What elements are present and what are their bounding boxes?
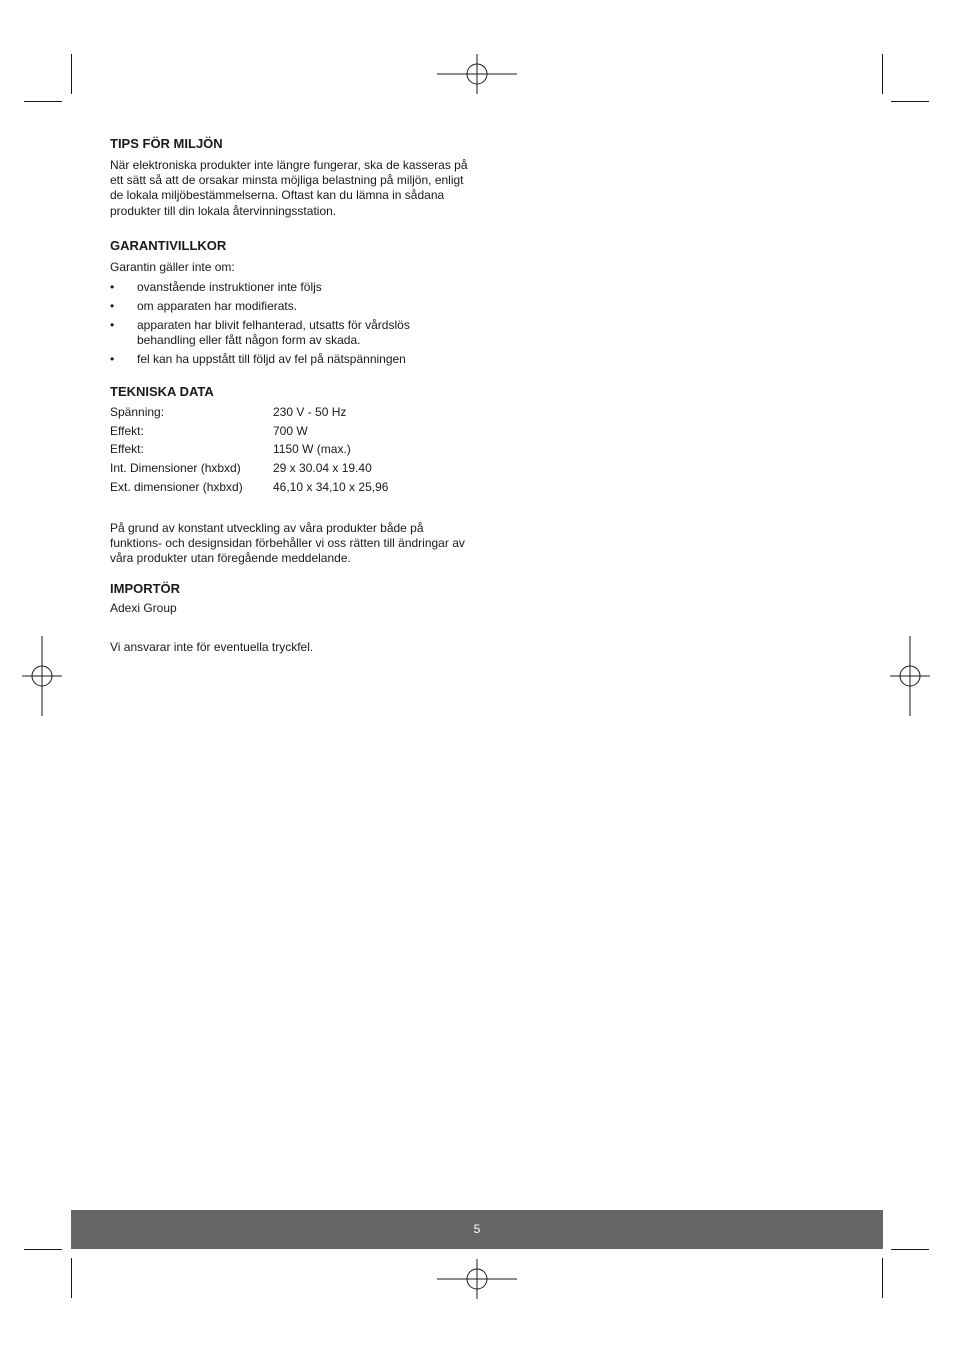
footer-bar <box>71 1210 883 1249</box>
warranty-intro: Garantin gäller inte om: <box>110 259 235 274</box>
list-item-text: apparaten har blivit felhanterad, utsatts för vårdslös behandling eller fått någon form av skada. <box>137 317 410 347</box>
crop-mark <box>882 1258 883 1298</box>
list-item <box>110 299 470 314</box>
bullet-icon: • <box>110 298 115 313</box>
spec-label: Effekt: <box>110 423 144 438</box>
tips-text: När elektroniska produkter inte längre fungerar, ska de kasseras på ett sätt så att de orsakar minsta möjliga belastning på miljön, enligt de lokala miljöbestämmelserna. Oftast kan du lämna in sådana produkter till din lokala återvinningsstation. <box>110 158 468 218</box>
list-item-text: om apparaten har modifierats. <box>137 298 298 313</box>
registration-mark-icon <box>437 34 517 114</box>
crop-mark <box>24 1249 62 1250</box>
manual-content <box>110 136 470 674</box>
tips-heading: TIPS FÖR MILJÖN <box>110 136 223 151</box>
spec-label: Effekt: <box>110 442 144 457</box>
list-item-text: ovanstående instruktioner inte följs <box>137 280 322 295</box>
importer-heading: IMPORTÖR <box>110 581 181 597</box>
importer-name: Adexi Group <box>110 601 177 616</box>
bullet-icon: • <box>110 351 115 366</box>
spec-label: Int. Dimensioner (hxbxd) <box>110 461 241 476</box>
registration-mark-icon <box>2 636 82 716</box>
crop-mark <box>71 1258 72 1298</box>
spec-value: 700 W <box>273 423 308 438</box>
table-row <box>110 461 470 480</box>
specs-section <box>110 384 470 567</box>
specs-notice: På grund av konstant utveckling av våra produkter både på funktions- och designsidan förbehåller vi oss rätten till ändringar av våra produkter utan föregående meddelande. <box>110 520 465 566</box>
spec-value: 46,10 x 34,10 x 25,96 <box>273 480 389 494</box>
spec-value: 29 x 30.04 x 19.40 <box>273 461 372 476</box>
list-item <box>110 280 470 295</box>
disclaimer-text: Vi ansvarar inte för eventuella tryckfel. <box>110 639 314 654</box>
list-item-text: fel kan ha uppstått till följd av fel på nätspänningen <box>137 351 406 366</box>
crop-mark <box>24 101 62 102</box>
importer-section <box>110 581 470 654</box>
table-row <box>110 405 470 424</box>
crop-mark <box>882 54 883 94</box>
table-row <box>110 442 470 461</box>
crop-mark <box>71 54 72 94</box>
spec-value: 230 V - 50 Hz <box>273 404 347 419</box>
spec-label: Ext. dimensioner (hxbxd) <box>110 480 243 494</box>
bullet-icon: • <box>110 280 115 295</box>
specs-heading: TEKNISKA DATA <box>110 383 214 399</box>
registration-mark-icon <box>870 636 950 716</box>
list-item <box>110 352 470 367</box>
warranty-list <box>110 280 470 367</box>
table-row <box>110 424 470 443</box>
tips-section <box>110 136 470 219</box>
table-row <box>110 480 470 499</box>
page-number: 5 <box>473 1222 481 1236</box>
crop-mark <box>891 1249 929 1250</box>
warranty-heading: GARANTIVILLKOR <box>110 237 227 253</box>
crop-mark <box>891 101 929 102</box>
spec-value: 1150 W (max.) <box>273 442 351 457</box>
warranty-section <box>110 238 470 367</box>
bullet-icon: • <box>110 317 115 332</box>
spec-label: Spänning: <box>110 404 165 419</box>
specs-table <box>110 405 470 499</box>
registration-mark-icon <box>437 1239 517 1319</box>
list-item <box>110 318 470 348</box>
